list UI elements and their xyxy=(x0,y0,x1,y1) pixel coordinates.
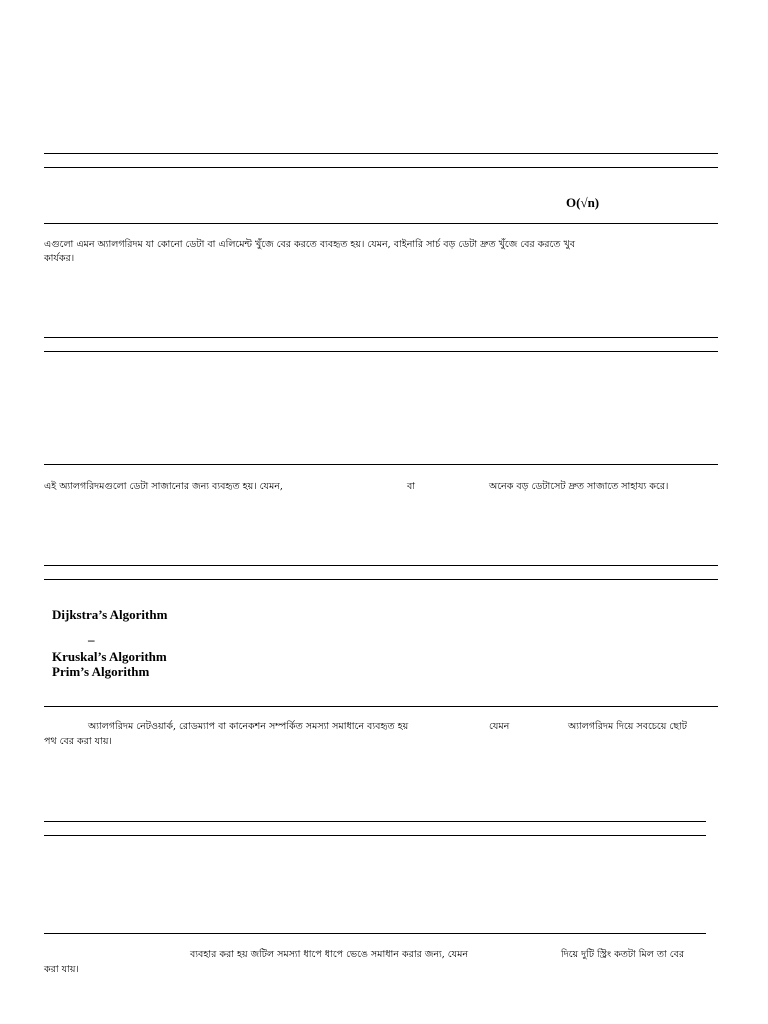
dynamic-paragraph-line2: করা যায়। xyxy=(44,964,79,975)
graph-paragraph-line2: পথ বের করা যায়। xyxy=(44,736,112,747)
sorting-paragraph-part1: এই অ্যালগরিদমগুলো ডেটা সাজানোর জন্য ব্যবহৃত হয়। যেমন, xyxy=(44,481,283,492)
section-rule xyxy=(44,579,718,580)
section-rule xyxy=(44,167,718,168)
searching-paragraph-line1: এগুলো এমন অ্যালগরিদম যা কোনো ডেটা বা এলিমেন্ট খুঁজে বের করতে ব্যবহৃত হয়। যেমন, বাইনারি সার্চ বড় ডেটা দ্রুত খুঁজে বের করতে খুব xyxy=(44,239,575,250)
dynamic-paragraph-part2: দিয়ে দুটি স্ট্রিং কতটা মিল তা বের xyxy=(561,949,685,960)
section-rule-top xyxy=(44,565,718,566)
section-rule-top xyxy=(44,821,706,822)
section-rule xyxy=(44,464,718,465)
sorting-paragraph-part2: বা xyxy=(407,481,416,492)
section-rule xyxy=(44,223,718,224)
algorithm-item-prim: Prim’s Algorithm xyxy=(52,664,150,679)
graph-paragraph-part1: অ্যালগরিদম নেটওয়ার্ক, রোডম্যাপ বা কানেকশন সম্পর্কিত সমস্যা সমাধানে ব্যবহৃত হয় xyxy=(88,721,409,732)
section-rule-top xyxy=(44,153,718,154)
section-rule-top xyxy=(44,337,718,338)
algorithm-item-kruskal: Kruskal’s Algorithm xyxy=(52,649,167,664)
section-rule xyxy=(44,835,706,836)
graph-paragraph-part2: যেমন xyxy=(489,721,510,732)
section-rule xyxy=(44,706,718,707)
graph-paragraph-part3: অ্যালগরিদম দিয়ে সবচেয়ে ছোট xyxy=(568,721,687,732)
complexity-label: O(√n) xyxy=(566,195,600,210)
sorting-paragraph-part3: অনেক বড় ডেটাসেট দ্রুত সাজাতে সাহায্য করে। xyxy=(489,481,669,492)
section-rule xyxy=(44,351,718,352)
section-rule xyxy=(44,933,706,934)
searching-paragraph-line2: কার্যকর। xyxy=(44,253,75,264)
algorithm-separator: – xyxy=(88,632,95,647)
dynamic-paragraph-part1: ব্যবহার করা হয় জটিল সমস্যা ধাপে ধাপে ভেঙে সমাধান করার জন্য, যেমন xyxy=(190,949,469,960)
algorithm-item-dijkstra: Dijkstra’s Algorithm xyxy=(52,607,168,622)
